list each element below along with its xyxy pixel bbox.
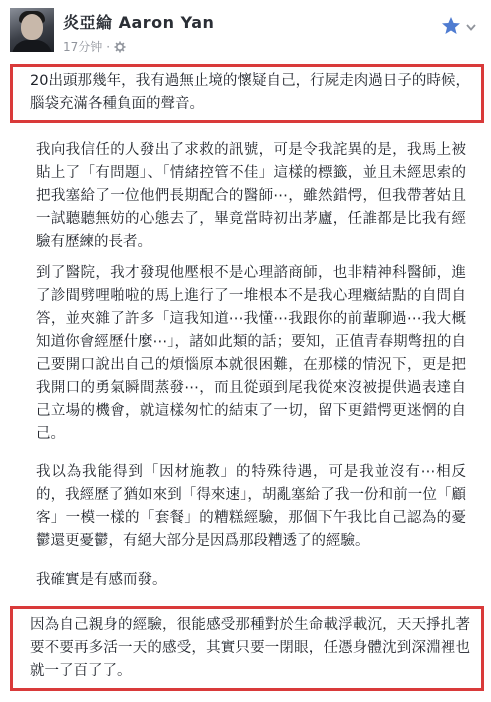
- post-header: [0, 0, 491, 62]
- avatar-face: [21, 14, 43, 40]
- post-paragraph-6: 因為自己親身的經驗，很能感受那種對於生命載浮載沉，天天掙扎著要不要再多活一天的感受，其實只要一閉眼，任憑身體沈到深淵裡也就一了百了了。: [30, 617, 470, 679]
- post-paragraph-1: 20出頭那幾年，我有過無止境的懷疑自己，行屍走肉過日子的時候，腦袋充滿各種負面的聲音。: [30, 73, 470, 112]
- post-paragraph-5: 我確實是有感而發。: [36, 572, 167, 588]
- avatar-shoulders: [12, 40, 52, 52]
- chevron-down-icon[interactable]: [466, 24, 476, 31]
- meta-separator: ·: [106, 39, 111, 54]
- post-timestamp[interactable]: 17分钟: [63, 40, 103, 54]
- post-meta: [63, 38, 126, 55]
- post-paragraph-2: 我向我信任的人發出了求救的訊號，可是令我詫異的是，我馬上被貼上了「有問題」、「情緒控管不佳」這樣的標籤，並且未經思索的把我塞給了一位他們長期配合的醫師⋯，雖然錯愕，但我帶著姑且一試聽聽無妨的心態去了，畢竟當時初出茅廬，任誰都是比我有經驗有歷練的長者。: [36, 142, 466, 250]
- post-paragraph-4: 我以為我能得到「因材施教」的特殊待遇，可是我並沒有⋯相反的，我經歷了猶如來到「得來速」，胡亂塞給了我一份和前一位「顧客」一模一樣的「套餐」的糟糕經驗，那個下午我比自己認為的憂鬱還更憂鬱，有絕大部分是因爲那段糟透了的經驗。: [36, 464, 466, 549]
- avatar[interactable]: [10, 8, 54, 52]
- privacy-gear-icon[interactable]: [114, 41, 126, 53]
- author-name[interactable]: 炎亞綸 Aaron Yan: [63, 13, 215, 32]
- favorite-star-icon[interactable]: [441, 16, 461, 36]
- post-paragraph-3: 到了醫院，我才發現他壓根不是心理諮商師，也非精神科醫師，進了診間劈哩啪啦的馬上進行了一堆根本不是我心理癥結點的自問自答，並夾雜了許多「這我知道⋯我懂⋯我跟你的前輩聊過⋯我大概知道你會經歷什麼⋯」，諸如此類的話；要知，正值青春期彆扭的自己要開口說出自己的煩惱原本就很困難，在那樣的情況下，更是把我開口的勇氣瞬間蒸發⋯，而且從頭到尾我從來沒被提供過表達自己立場的機會，就這樣匆忙的結束了一切，留下更錯愕更迷惘的自己。: [36, 265, 466, 442]
